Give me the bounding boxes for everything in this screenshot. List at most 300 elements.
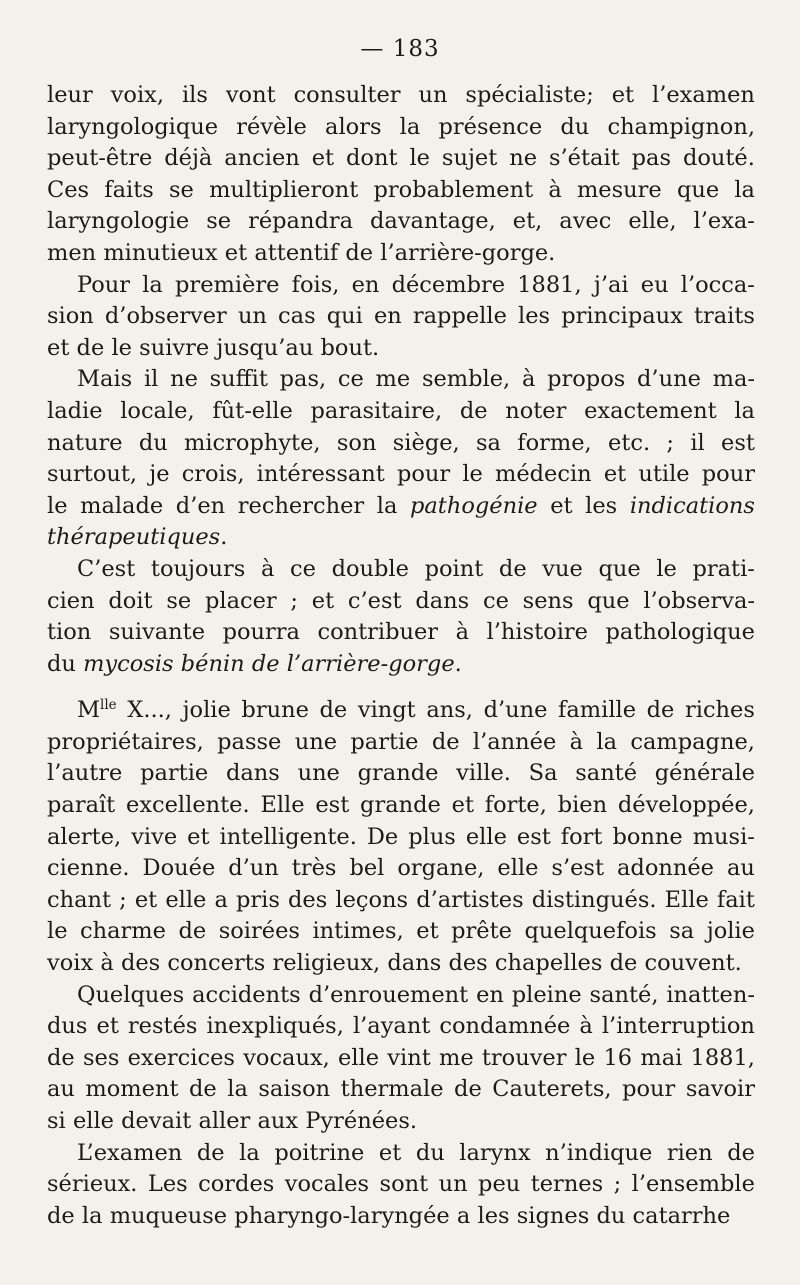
text-fragment: inexpliqués, bbox=[206, 1013, 344, 1040]
word bbox=[47, 885, 111, 917]
text-fragment: ne bbox=[509, 145, 538, 172]
word bbox=[602, 1011, 755, 1043]
text-fragment: pathologique bbox=[605, 619, 755, 646]
word bbox=[630, 491, 755, 523]
text-fragment: microphyte, bbox=[184, 429, 321, 456]
word bbox=[223, 617, 300, 649]
text-fragment: elle bbox=[338, 1044, 380, 1071]
word bbox=[484, 695, 548, 727]
word bbox=[612, 822, 682, 854]
word bbox=[47, 727, 204, 759]
word bbox=[432, 727, 460, 759]
word bbox=[338, 1043, 379, 1075]
text-fragment: fois, bbox=[291, 271, 340, 298]
word bbox=[47, 916, 68, 948]
page-number: — 183 bbox=[360, 36, 440, 62]
text-fragment: de bbox=[76, 334, 105, 361]
word bbox=[209, 175, 358, 207]
text-fragment: répandra bbox=[248, 208, 354, 235]
word bbox=[317, 617, 438, 649]
word bbox=[560, 112, 589, 144]
text-fragment: probablement bbox=[373, 176, 534, 203]
text-fragment: la bbox=[239, 1139, 260, 1166]
text-fragment: vont bbox=[225, 82, 276, 108]
word bbox=[547, 364, 625, 396]
word bbox=[258, 1106, 299, 1138]
italic-text: pathogénie bbox=[409, 492, 538, 519]
text-fragment: vingt bbox=[357, 697, 416, 724]
text-fragment: elle bbox=[72, 1108, 114, 1134]
word bbox=[558, 695, 636, 727]
text-fragment: leçons bbox=[335, 886, 409, 913]
word bbox=[47, 758, 122, 790]
text-fragment: rien bbox=[666, 1139, 713, 1166]
word bbox=[587, 586, 629, 618]
text-line bbox=[47, 948, 755, 980]
word bbox=[83, 1043, 119, 1075]
word bbox=[499, 554, 527, 586]
text-fragment: restés bbox=[127, 1013, 198, 1040]
text-fragment: à bbox=[455, 619, 470, 646]
text-fragment: laryngologie bbox=[47, 208, 190, 235]
text-fragment: de bbox=[345, 239, 374, 266]
word bbox=[666, 980, 755, 1012]
word bbox=[517, 1201, 590, 1233]
text-fragment: sa bbox=[669, 918, 695, 945]
word bbox=[312, 586, 334, 618]
word bbox=[109, 617, 205, 649]
word bbox=[274, 1138, 364, 1170]
text-fragment: L’examen bbox=[77, 1139, 183, 1166]
text-fragment: ladie bbox=[47, 397, 103, 424]
word bbox=[656, 554, 677, 586]
text-fragment: l’ayant bbox=[352, 1013, 431, 1040]
word bbox=[47, 790, 115, 822]
text-fragment: Elle bbox=[664, 886, 709, 913]
word bbox=[397, 853, 484, 885]
text-fragment: de bbox=[454, 1076, 482, 1103]
text-fragment: dans bbox=[387, 950, 442, 977]
word bbox=[686, 1074, 755, 1106]
word bbox=[151, 554, 245, 586]
text-line bbox=[47, 333, 755, 365]
text-fragment: des bbox=[120, 950, 161, 977]
word bbox=[47, 175, 89, 207]
text-fragment: sujet bbox=[441, 145, 498, 172]
word bbox=[108, 586, 152, 618]
text-fragment: à bbox=[579, 1013, 593, 1040]
text-fragment: la bbox=[734, 176, 755, 203]
text-fragment: sens bbox=[522, 587, 574, 614]
text-fragment: eu bbox=[640, 271, 669, 298]
word bbox=[167, 948, 265, 980]
word bbox=[182, 459, 245, 491]
word bbox=[607, 112, 755, 144]
word bbox=[618, 790, 755, 822]
word bbox=[128, 1011, 198, 1043]
word bbox=[457, 1201, 470, 1233]
text-fragment: traits bbox=[693, 303, 755, 330]
text-line bbox=[47, 175, 755, 207]
word bbox=[126, 790, 250, 822]
word bbox=[598, 554, 640, 586]
word bbox=[198, 1106, 250, 1138]
word bbox=[225, 238, 247, 270]
text-fragment: est bbox=[721, 429, 755, 456]
word bbox=[517, 822, 551, 854]
word bbox=[212, 396, 293, 428]
text-fragment: forme, bbox=[517, 429, 592, 456]
word bbox=[135, 885, 157, 917]
text-fragment: musi- bbox=[692, 823, 755, 850]
word bbox=[104, 175, 154, 207]
word bbox=[594, 270, 629, 302]
text-fragment: s’est bbox=[551, 855, 605, 882]
word bbox=[47, 522, 227, 554]
word bbox=[120, 396, 194, 428]
word bbox=[139, 333, 209, 365]
text-fragment: d’artistes bbox=[416, 886, 524, 913]
italic-text: mycosis bbox=[83, 650, 174, 677]
word bbox=[413, 301, 507, 333]
text-line bbox=[47, 822, 755, 854]
text-fragment: du bbox=[138, 429, 168, 456]
text-fragment: faits bbox=[104, 176, 154, 203]
text-fragment: paraît bbox=[47, 792, 116, 819]
text-fragment: placer bbox=[204, 587, 277, 614]
text-fragment: fait bbox=[716, 886, 755, 913]
text-line bbox=[47, 396, 755, 428]
word bbox=[353, 1011, 430, 1043]
text-fragment: thermale bbox=[340, 1076, 444, 1103]
text-fragment: muqueuse bbox=[109, 1202, 228, 1229]
word bbox=[637, 364, 701, 396]
text-fragment: pour bbox=[701, 461, 755, 488]
word bbox=[585, 491, 617, 523]
word bbox=[442, 143, 497, 175]
text-fragment: du bbox=[47, 650, 76, 677]
word bbox=[182, 80, 208, 112]
word bbox=[643, 586, 755, 618]
word bbox=[181, 649, 245, 681]
text-fragment: de bbox=[189, 1076, 217, 1103]
text-fragment: elle, bbox=[628, 208, 677, 235]
text-fragment: condamnée bbox=[439, 1013, 571, 1040]
text-fragment: il bbox=[143, 366, 159, 393]
word bbox=[476, 980, 504, 1012]
text-fragment: de bbox=[178, 918, 207, 945]
text-fragment: en bbox=[476, 981, 504, 1008]
word bbox=[111, 333, 132, 365]
text-fragment: . bbox=[454, 650, 462, 677]
word bbox=[295, 727, 337, 759]
word bbox=[456, 617, 469, 649]
word bbox=[183, 695, 231, 727]
text-fragment: de bbox=[47, 1044, 75, 1071]
word bbox=[105, 301, 227, 333]
word bbox=[419, 80, 448, 112]
word bbox=[227, 1074, 248, 1106]
text-line bbox=[47, 364, 755, 396]
text-fragment: le bbox=[47, 918, 68, 945]
text-fragment: vive bbox=[131, 823, 178, 850]
text-line bbox=[47, 238, 755, 270]
word bbox=[77, 270, 130, 302]
text-fragment: avec bbox=[559, 208, 612, 235]
word bbox=[170, 364, 198, 396]
text-fragment: charme bbox=[80, 918, 166, 945]
text-fragment: se bbox=[169, 176, 194, 203]
text-fragment: ; bbox=[119, 886, 127, 913]
text-fragment: et bbox=[96, 1013, 119, 1040]
word bbox=[47, 143, 152, 175]
text-fragment: tion bbox=[47, 619, 92, 646]
text-fragment: Quelques bbox=[77, 981, 185, 1008]
word bbox=[358, 758, 439, 790]
text-fragment: Mais bbox=[77, 366, 133, 393]
text-fragment: men bbox=[47, 239, 97, 266]
word bbox=[721, 428, 755, 460]
text-fragment: bout. bbox=[320, 334, 380, 361]
text-fragment: parasitaire, bbox=[310, 397, 443, 424]
word bbox=[47, 853, 130, 885]
word bbox=[110, 1201, 227, 1233]
text-fragment: est bbox=[315, 792, 350, 819]
word bbox=[345, 238, 373, 270]
text-fragment: et bbox=[311, 587, 335, 614]
word bbox=[727, 1138, 755, 1170]
word bbox=[80, 916, 166, 948]
word bbox=[206, 206, 231, 238]
word bbox=[426, 695, 473, 727]
text-fragment: Ces bbox=[47, 176, 90, 203]
word bbox=[579, 1011, 592, 1043]
text-fragment: à bbox=[569, 728, 584, 755]
word bbox=[47, 1201, 75, 1233]
text-fragment: passe bbox=[217, 728, 282, 755]
text-fragment: excellente. bbox=[126, 792, 250, 819]
word bbox=[694, 301, 755, 333]
text-fragment: Les bbox=[147, 1171, 188, 1198]
text-line bbox=[47, 649, 755, 681]
text-fragment: alors bbox=[325, 113, 382, 140]
text-fragment: que bbox=[587, 587, 630, 614]
text-fragment: le bbox=[656, 555, 677, 582]
text-fragment: spécialiste; bbox=[465, 82, 594, 108]
word bbox=[551, 853, 604, 885]
text-fragment: bien bbox=[557, 792, 608, 819]
text-fragment: locale, bbox=[120, 397, 195, 424]
word bbox=[451, 916, 512, 948]
word bbox=[206, 1011, 343, 1043]
word bbox=[189, 1074, 217, 1106]
text-fragment: la bbox=[81, 1202, 103, 1229]
text-fragment: d’en bbox=[175, 492, 226, 519]
word bbox=[103, 238, 217, 270]
word bbox=[647, 695, 675, 727]
word bbox=[612, 80, 634, 112]
text-fragment: pour bbox=[622, 1076, 676, 1103]
word bbox=[465, 80, 593, 112]
word bbox=[367, 822, 398, 854]
text-fragment: l’année bbox=[472, 728, 557, 755]
text-fragment: 16 bbox=[603, 1044, 633, 1071]
superscript: lle bbox=[100, 697, 117, 714]
word bbox=[577, 175, 662, 207]
word bbox=[727, 853, 755, 885]
text-fragment: bel bbox=[349, 855, 385, 882]
body-text bbox=[47, 80, 755, 1232]
word bbox=[100, 948, 113, 980]
word bbox=[47, 396, 103, 428]
text-fragment: vint bbox=[387, 1044, 431, 1071]
word bbox=[184, 428, 321, 460]
text-fragment: ; bbox=[290, 587, 299, 614]
word bbox=[273, 948, 381, 980]
text-fragment: mesure bbox=[576, 176, 662, 203]
text-fragment: leur bbox=[47, 82, 93, 108]
text-fragment: davantage, bbox=[370, 208, 496, 235]
word bbox=[214, 885, 227, 917]
word bbox=[140, 758, 208, 790]
word bbox=[47, 1106, 66, 1138]
word bbox=[702, 459, 755, 491]
word bbox=[482, 1043, 567, 1075]
text-fragment: la bbox=[227, 1076, 248, 1103]
text-line bbox=[47, 112, 755, 144]
word bbox=[614, 1169, 622, 1201]
word bbox=[694, 206, 755, 238]
text-fragment: Douée bbox=[142, 855, 216, 882]
text-fragment: vocaux, bbox=[243, 1044, 330, 1071]
text-fragment: santé bbox=[575, 760, 638, 787]
word bbox=[466, 822, 507, 854]
word bbox=[542, 554, 583, 586]
italic-text: l’arrière-gorge bbox=[286, 650, 455, 677]
text-fragment: et bbox=[603, 461, 627, 488]
text-fragment: dans bbox=[415, 587, 470, 614]
word bbox=[234, 1201, 449, 1233]
word bbox=[236, 885, 280, 917]
word bbox=[505, 396, 566, 428]
text-fragment: ville. bbox=[456, 760, 511, 787]
text-line bbox=[47, 695, 755, 727]
text-fragment: a bbox=[456, 1202, 471, 1229]
text-fragment: cien bbox=[47, 587, 95, 614]
word bbox=[713, 364, 755, 396]
text-fragment: et bbox=[550, 492, 573, 519]
text-fragment: et bbox=[611, 82, 635, 108]
word bbox=[387, 1043, 430, 1075]
text-fragment: de bbox=[498, 555, 527, 582]
word bbox=[219, 916, 300, 948]
word bbox=[144, 364, 158, 396]
text-fragment: un bbox=[418, 82, 448, 108]
word bbox=[550, 491, 572, 523]
text-fragment: au bbox=[726, 855, 755, 882]
text-fragment: exercices bbox=[127, 1044, 235, 1071]
section-gap bbox=[47, 680, 755, 695]
text-fragment: une bbox=[294, 728, 338, 755]
word bbox=[422, 364, 510, 396]
text-fragment: noter bbox=[505, 397, 567, 424]
text-fragment: a bbox=[214, 886, 228, 913]
text-fragment: s’était bbox=[548, 145, 620, 172]
text-fragment: à bbox=[100, 950, 114, 977]
text-fragment: de bbox=[646, 697, 675, 724]
text-fragment: ternes bbox=[530, 1171, 604, 1198]
text-fragment: distingués. bbox=[531, 886, 657, 913]
text-fragment: d’un bbox=[228, 855, 279, 882]
word bbox=[717, 885, 755, 917]
text-fragment: en bbox=[351, 271, 380, 298]
word bbox=[47, 586, 95, 618]
word bbox=[549, 143, 620, 175]
word bbox=[348, 586, 402, 618]
text-fragment: intimes, bbox=[312, 918, 404, 945]
word bbox=[238, 491, 364, 523]
text-fragment: dus bbox=[47, 1013, 88, 1040]
paragraph bbox=[47, 980, 755, 1138]
word bbox=[377, 491, 398, 523]
word bbox=[666, 428, 674, 460]
text-fragment: déjà bbox=[164, 145, 213, 172]
text-fragment: ; bbox=[666, 429, 675, 456]
text-fragment: soirées bbox=[218, 918, 300, 945]
word bbox=[485, 790, 547, 822]
text-fragment: De bbox=[366, 823, 399, 850]
word bbox=[628, 206, 676, 238]
word bbox=[459, 1138, 530, 1170]
word bbox=[632, 1169, 755, 1201]
word bbox=[166, 586, 191, 618]
text-line bbox=[47, 1169, 755, 1201]
word bbox=[73, 1106, 114, 1138]
word bbox=[644, 948, 741, 980]
text-line bbox=[47, 853, 755, 885]
text-fragment: présence bbox=[438, 113, 543, 140]
text-fragment: le bbox=[47, 492, 68, 519]
text-fragment: catarrhe bbox=[632, 1202, 731, 1229]
text-fragment: les bbox=[585, 492, 618, 519]
text-fragment: exactement bbox=[584, 397, 717, 424]
word bbox=[596, 727, 617, 759]
text-fragment: surtout, bbox=[47, 461, 138, 488]
word bbox=[131, 822, 177, 854]
text-fragment: les bbox=[477, 1202, 510, 1229]
word bbox=[360, 790, 441, 822]
word bbox=[410, 491, 538, 523]
word bbox=[341, 1074, 444, 1106]
text-fragment: de bbox=[47, 1202, 75, 1229]
word bbox=[397, 459, 450, 491]
text-fragment: médecin bbox=[495, 461, 592, 488]
word bbox=[278, 301, 316, 333]
word bbox=[691, 1043, 755, 1075]
text-fragment: adonnée bbox=[617, 855, 714, 882]
word bbox=[408, 822, 456, 854]
text-line bbox=[47, 1074, 755, 1106]
text-fragment: partie bbox=[140, 760, 209, 787]
text-fragment: 1881, bbox=[690, 1044, 755, 1071]
text-line bbox=[47, 1106, 755, 1138]
text-line bbox=[47, 80, 755, 112]
text-fragment: qui bbox=[326, 303, 363, 330]
word bbox=[495, 948, 602, 980]
text-fragment: couvent. bbox=[644, 950, 742, 977]
text-fragment: ce bbox=[337, 366, 364, 393]
word bbox=[460, 396, 488, 428]
